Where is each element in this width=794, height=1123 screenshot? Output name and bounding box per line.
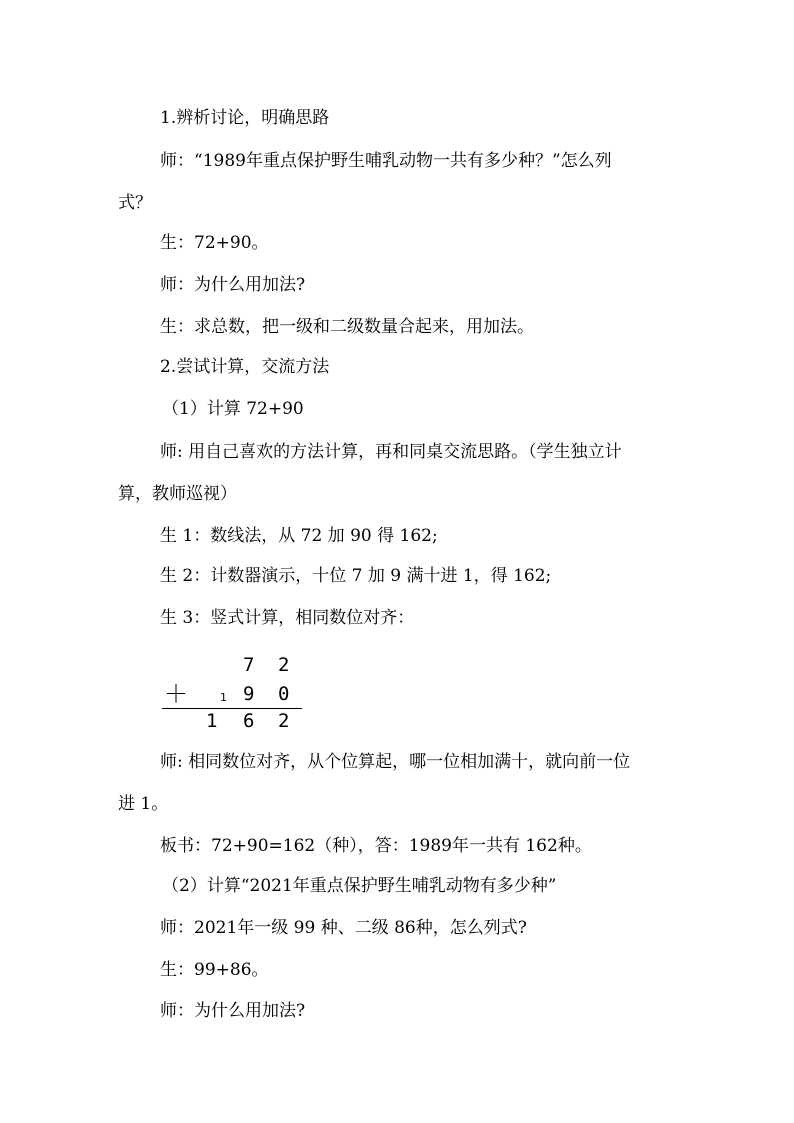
paragraph-board-writing: 板书：72+90=162（种），答：1989年一共有 162种。 <box>160 836 592 856</box>
sum-ones-digit: 2 <box>278 710 290 732</box>
section-heading-2: 2.尝试计算，交流方法 <box>160 357 330 377</box>
addend1-ones-digit: 2 <box>278 654 290 676</box>
paragraph-teacher-instruction: 师: 用自己喜欢的方法计算，再和同桌交流思路。（学生独立计 <box>160 442 622 462</box>
addend1-tens-digit: 7 <box>243 654 255 676</box>
paragraph-teacher-why-2: 师：为什么用加法? <box>160 1001 306 1021</box>
paragraph-student-answer: 生：72+90。 <box>160 233 269 253</box>
sum-hundreds-digit: 1 <box>206 710 218 732</box>
addend2-ones-digit: 0 <box>278 683 290 705</box>
subsection-heading-1: （1）计算 72+90 <box>162 399 304 419</box>
subsection-heading-2: （2）计算“2021年重点保护野生哺乳动物有多少种” <box>162 876 557 896</box>
paragraph-student-reason: 生：求总数，把一级和二级数量合起来，用加法。 <box>160 317 534 337</box>
sum-tens-digit: 6 <box>243 710 255 732</box>
paragraph-teacher-2021: 师：2021年一级 99 种、二级 86种，怎么列式? <box>160 918 527 938</box>
vertical-addition <box>160 650 310 740</box>
paragraph-instruction-continuation: 算，教师巡视） <box>118 484 237 504</box>
paragraph-student-2: 生 2：计数器演示，十位 7 加 9 满十进 1，得 162; <box>160 566 552 586</box>
carry-digit: 1 <box>220 691 227 704</box>
paragraph-continuation: 式？ <box>118 193 152 213</box>
paragraph-student-3: 生 3：竖式计算，相同数位对齐： <box>160 608 415 628</box>
paragraph-teacher-why: 师：为什么用加法? <box>160 275 306 295</box>
paragraph-teacher-question: 师：“1989年重点保护野生哺乳动物一共有多少种？”怎么列 <box>160 151 612 171</box>
paragraph-summary-continuation: 进 1。 <box>118 794 169 814</box>
plus-sign: ＋ <box>164 680 188 708</box>
paragraph-student-2021: 生：99+86。 <box>160 960 269 980</box>
sum-rule-line <box>162 708 302 709</box>
paragraph-student-1: 生 1：数线法，从 72 加 90 得 162; <box>160 526 438 546</box>
section-heading-1: 1.辨析讨论，明确思路 <box>160 108 330 128</box>
paragraph-teacher-summary: 师: 相同数位对齐，从个位算起，哪一位相加满十，就向前一位 <box>160 752 631 772</box>
addend2-tens-digit: 9 <box>243 683 255 705</box>
